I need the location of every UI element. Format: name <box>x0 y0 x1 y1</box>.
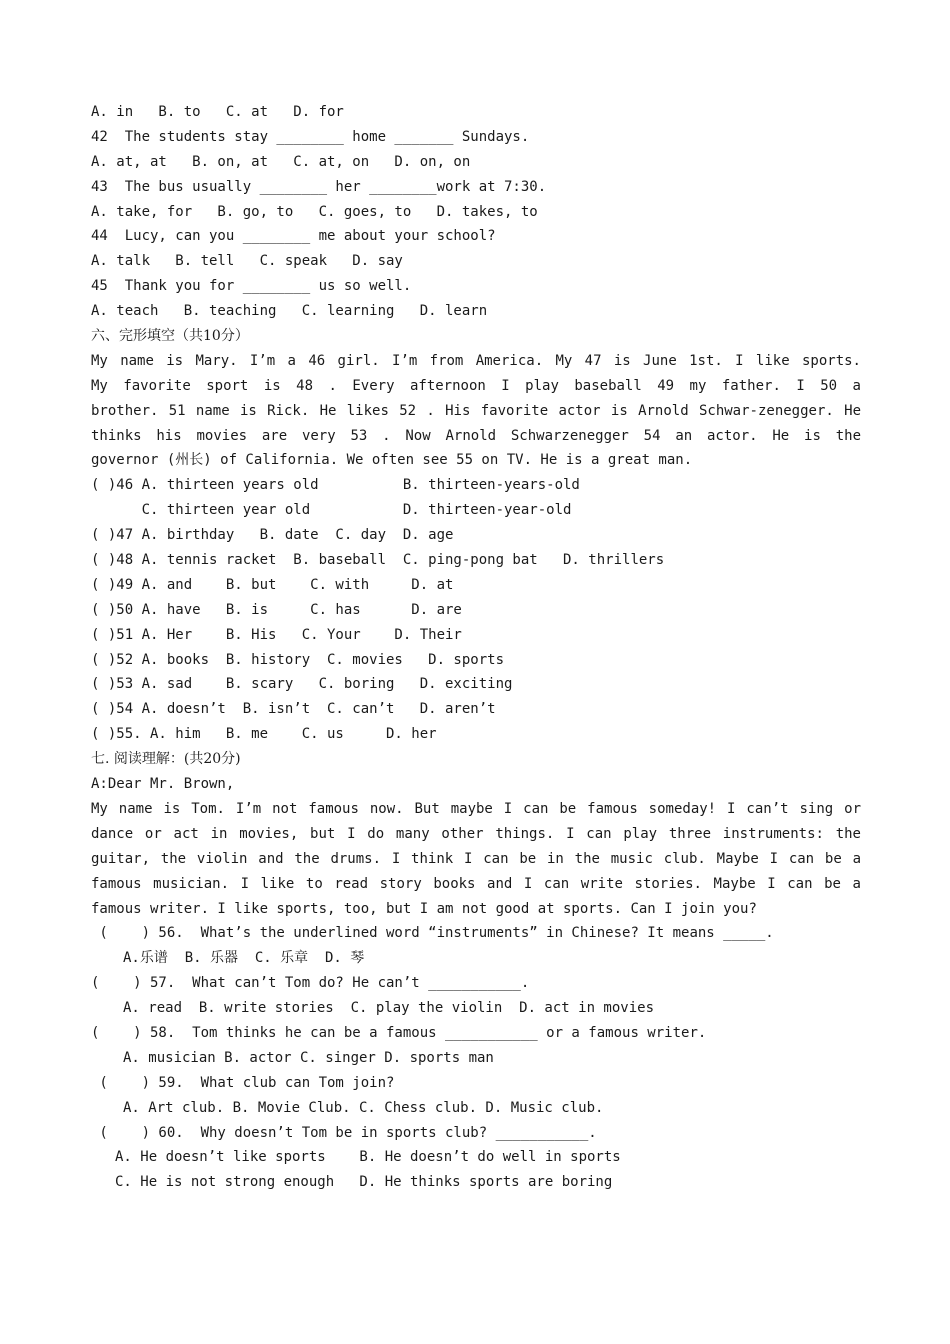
section-heading: 六、完形填空（共10分） <box>91 328 249 345</box>
text-line: ( )53 A. sad B. scary C. boring D. exciting <box>91 676 513 693</box>
text-line: My favorite sport is 48 . Every afternoon I play baseball 49 my father. I 50 a <box>91 377 861 394</box>
text-line: thinks his movies are very 53 . Now Arnold Schwarzenegger 54 an actor. He is the <box>91 427 861 444</box>
text-line: ( )54 A. doesn’t B. isn’t C. can’t D. aren’t <box>91 701 496 718</box>
text-line: ( )48 A. tennis racket B. baseball C. ping-pong bat D. thrillers <box>91 552 665 569</box>
text-line: 44 Lucy, can you ________ me about your school? <box>91 228 496 245</box>
section-heading: 七. 阅读理解：(共20分) <box>91 751 241 768</box>
text-line: A. read B. write stories C. play the violin D. act in movies <box>123 1000 655 1017</box>
text-line: ( ) 58. Tom thinks he can be a famous ___________ or a famous writer. <box>91 1024 707 1041</box>
text-line: A. musician B. actor C. singer D. sports man <box>123 1049 494 1066</box>
text-line: A. talk B. tell C. speak D. say <box>91 253 403 270</box>
text-line: ( )46 A. thirteen years old B. thirteen-years-old <box>91 477 580 494</box>
text-line: A. at, at B. on, at C. at, on D. on, on <box>91 153 471 170</box>
document-page <box>91 100 861 1195</box>
text-line: governor (州长) of California. We often see 55 on TV. He is a great man. <box>91 452 693 469</box>
text-line: A.乐谱 B. 乐器 C. 乐章 D. 琴 <box>123 950 365 967</box>
text-line: ( )52 A. books B. history C. movies D. sports <box>91 651 505 668</box>
text-line: brother. 51 name is Rick. He likes 52 . His favorite actor is Arnold Schwar-zenegger. He <box>91 402 861 419</box>
text-line: famous writer. I like sports, too, but I am not good at sports. Can I join you? <box>91 900 757 917</box>
text-line: 42 The students stay ________ home _______ Sundays. <box>91 128 530 145</box>
text-line: A. Art club. B. Movie Club. C. Chess club. D. Music club. <box>123 1099 604 1116</box>
text-line: A. in B. to C. at D. for <box>91 104 344 120</box>
text-line: A. He doesn’t like sports B. He doesn’t do well in sports <box>115 1149 621 1166</box>
text-line: ( ) 60. Why doesn’t Tom be in sports club? ___________. <box>91 1124 597 1141</box>
text-line: ( ) 57. What can’t Tom do? He can’t ___________. <box>91 975 530 992</box>
text-line: My name is Mary. I’m a 46 girl. I’m from America. My 47 is June 1st. I like sports. <box>91 352 861 369</box>
text-line: ( ) 59. What club can Tom join? <box>91 1074 395 1091</box>
text-line: dance or act in movies, but I do many other things. I can play three instruments: the <box>91 825 861 842</box>
text-line: ( )55. A. him B. me C. us D. her <box>91 726 437 743</box>
text-line: famous musician. I like to read story books and I can write stories. Maybe I can be a <box>91 875 861 892</box>
text-line: guitar, the violin and the drums. I think I can be in the music club. Maybe I can be a <box>91 850 861 867</box>
text-line: ( )51 A. Her B. His C. Your D. Their <box>91 626 462 643</box>
text-line: A. take, for B. go, to C. goes, to D. takes, to <box>91 203 538 220</box>
text-line: ( )49 A. and B. but C. with D. at <box>91 576 454 593</box>
text-line: A:Dear Mr. Brown, <box>91 776 235 793</box>
text-line: ( )47 A. birthday B. date C. day D. age <box>91 527 454 544</box>
text-line: ( ) 56. What’s the underlined word “instruments” in Chinese? It means _____. <box>91 925 774 942</box>
text-line: C. thirteen year old D. thirteen-year-old <box>91 502 572 519</box>
text-line: 43 The bus usually ________ her ________work at 7:30. <box>91 178 547 195</box>
text-line: C. He is not strong enough D. He thinks sports are boring <box>115 1174 613 1191</box>
text-line: A. teach B. teaching C. learning D. learn <box>91 303 488 320</box>
text-line: My name is Tom. I’m not famous now. But maybe I can be famous someday! I can’t sing or <box>91 800 861 817</box>
text-line: ( )50 A. have B. is C. has D. are <box>91 601 462 618</box>
text-line: 45 Thank you for ________ us so well. <box>91 278 412 295</box>
